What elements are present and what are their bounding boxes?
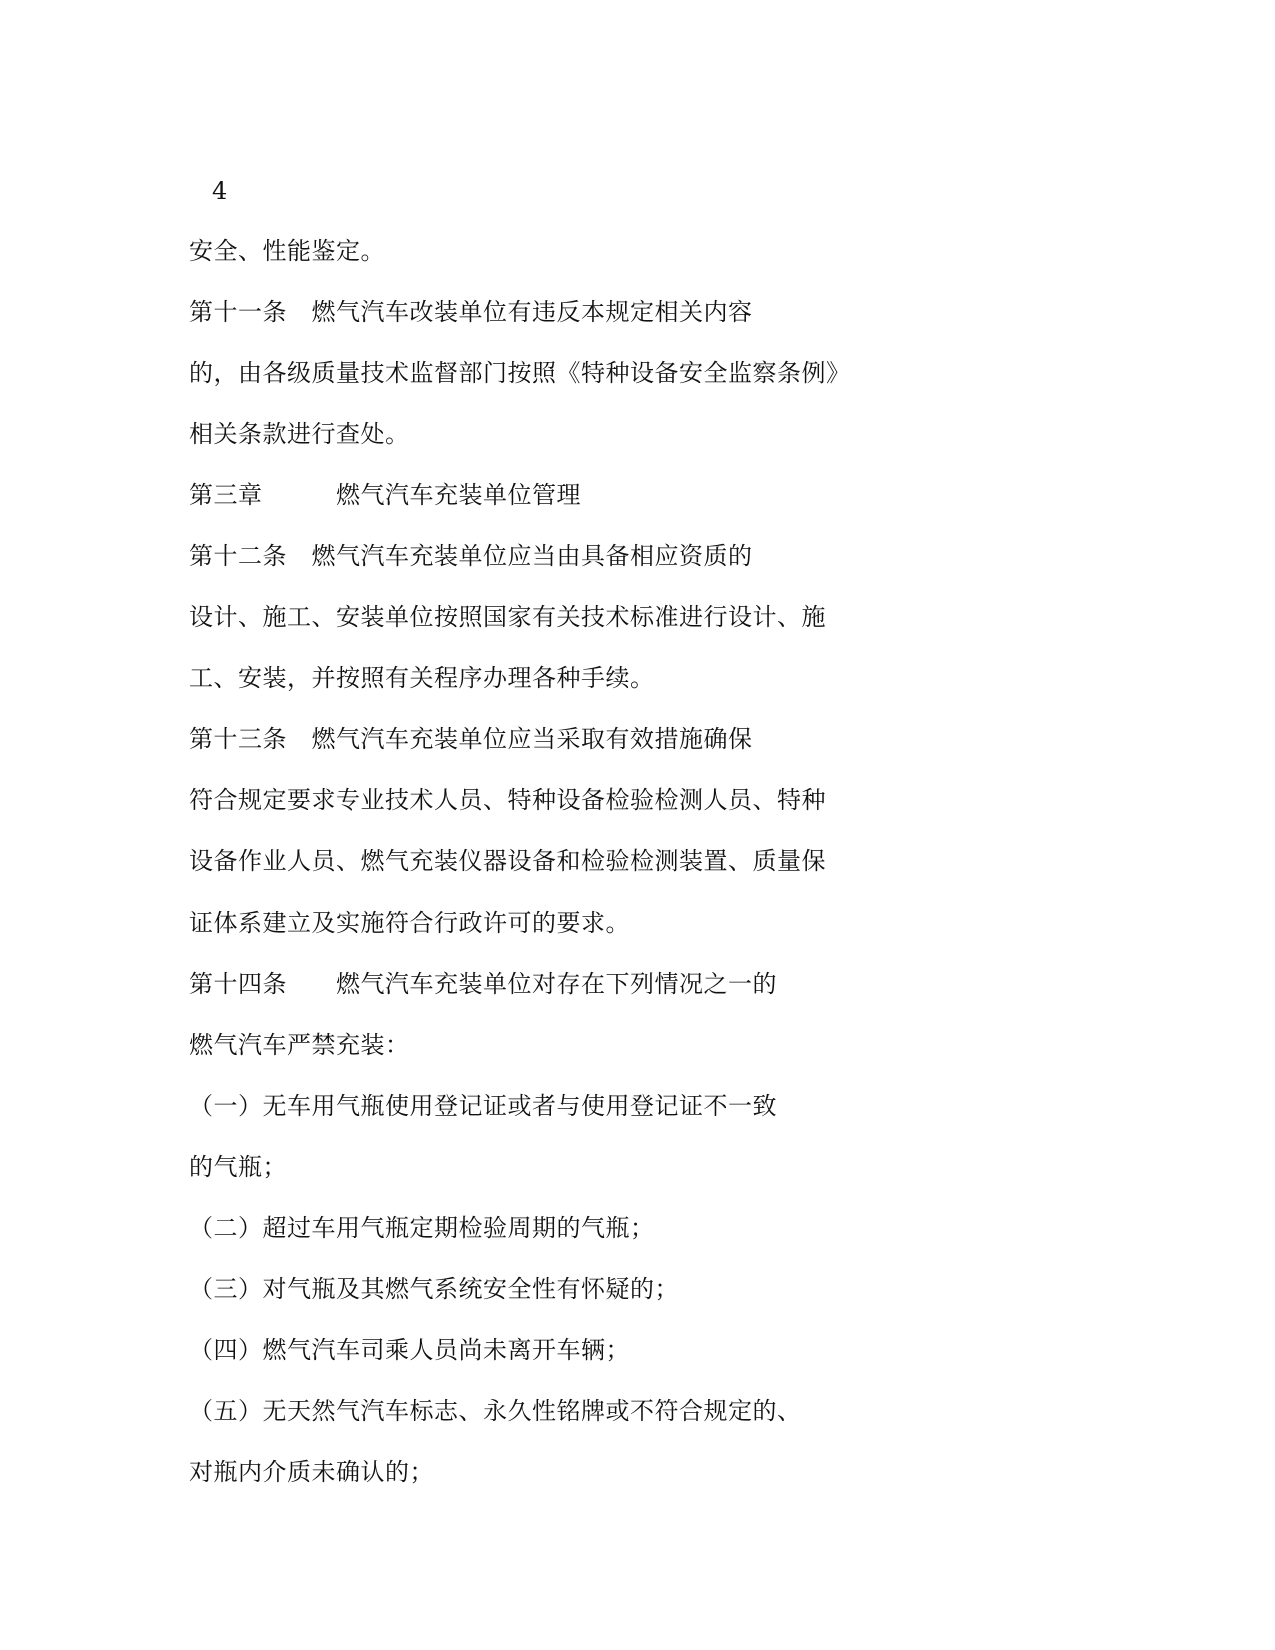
list-item: （五）无天然气汽车标志、永久性铭牌或不符合规定的、 — [189, 1396, 802, 1425]
list-item: （三）对气瓶及其燃气系统安全性有怀疑的； — [189, 1274, 679, 1303]
text-line: 设备作业人员、燃气充装仪器设备和检验检测装置、质量保 — [189, 847, 826, 876]
list-item: （二）超过车用气瓶定期检验周期的气瓶； — [189, 1213, 655, 1242]
text-line: 的气瓶； — [189, 1152, 287, 1181]
text-line: 符合规定要求专业技术人员、特种设备检验检测人员、特种 — [189, 786, 826, 815]
chapter-heading: 第三章 燃气汽车充装单位管理 — [189, 481, 581, 510]
page-number: 4 — [212, 177, 228, 205]
text-line: 安全、性能鉴定。 — [189, 237, 385, 265]
text-line: 燃气汽车严禁充装： — [189, 1030, 410, 1059]
text-line: 证体系建立及实施符合行政许可的要求。 — [189, 908, 630, 937]
text-line: 的，由各级质量技术监督部门按照《特种设备安全监察条例》 — [189, 359, 851, 388]
document-body — [189, 236, 1189, 1518]
text-line: 第十三条 燃气汽车充装单位应当采取有效措施确保 — [189, 725, 753, 754]
text-line: 对瓶内介质未确认的； — [189, 1457, 434, 1486]
text-line: 设计、施工、安装单位按照国家有关技术标准进行设计、施 — [189, 603, 826, 632]
text-line: 工、安装，并按照有关程序办理各种手续。 — [189, 664, 655, 693]
text-line: 第十一条 燃气汽车改装单位有违反本规定相关内容 — [189, 298, 753, 327]
list-item: （四）燃气汽车司乘人员尚未离开车辆； — [189, 1335, 630, 1364]
text-line: 第十四条 燃气汽车充装单位对存在下列情况之一的 — [189, 969, 777, 998]
text-line: 第十二条 燃气汽车充装单位应当由具备相应资质的 — [189, 542, 753, 571]
list-item: （一）无车用气瓶使用登记证或者与使用登记证不一致 — [189, 1091, 777, 1120]
text-line: 相关条款进行查处。 — [189, 420, 410, 449]
